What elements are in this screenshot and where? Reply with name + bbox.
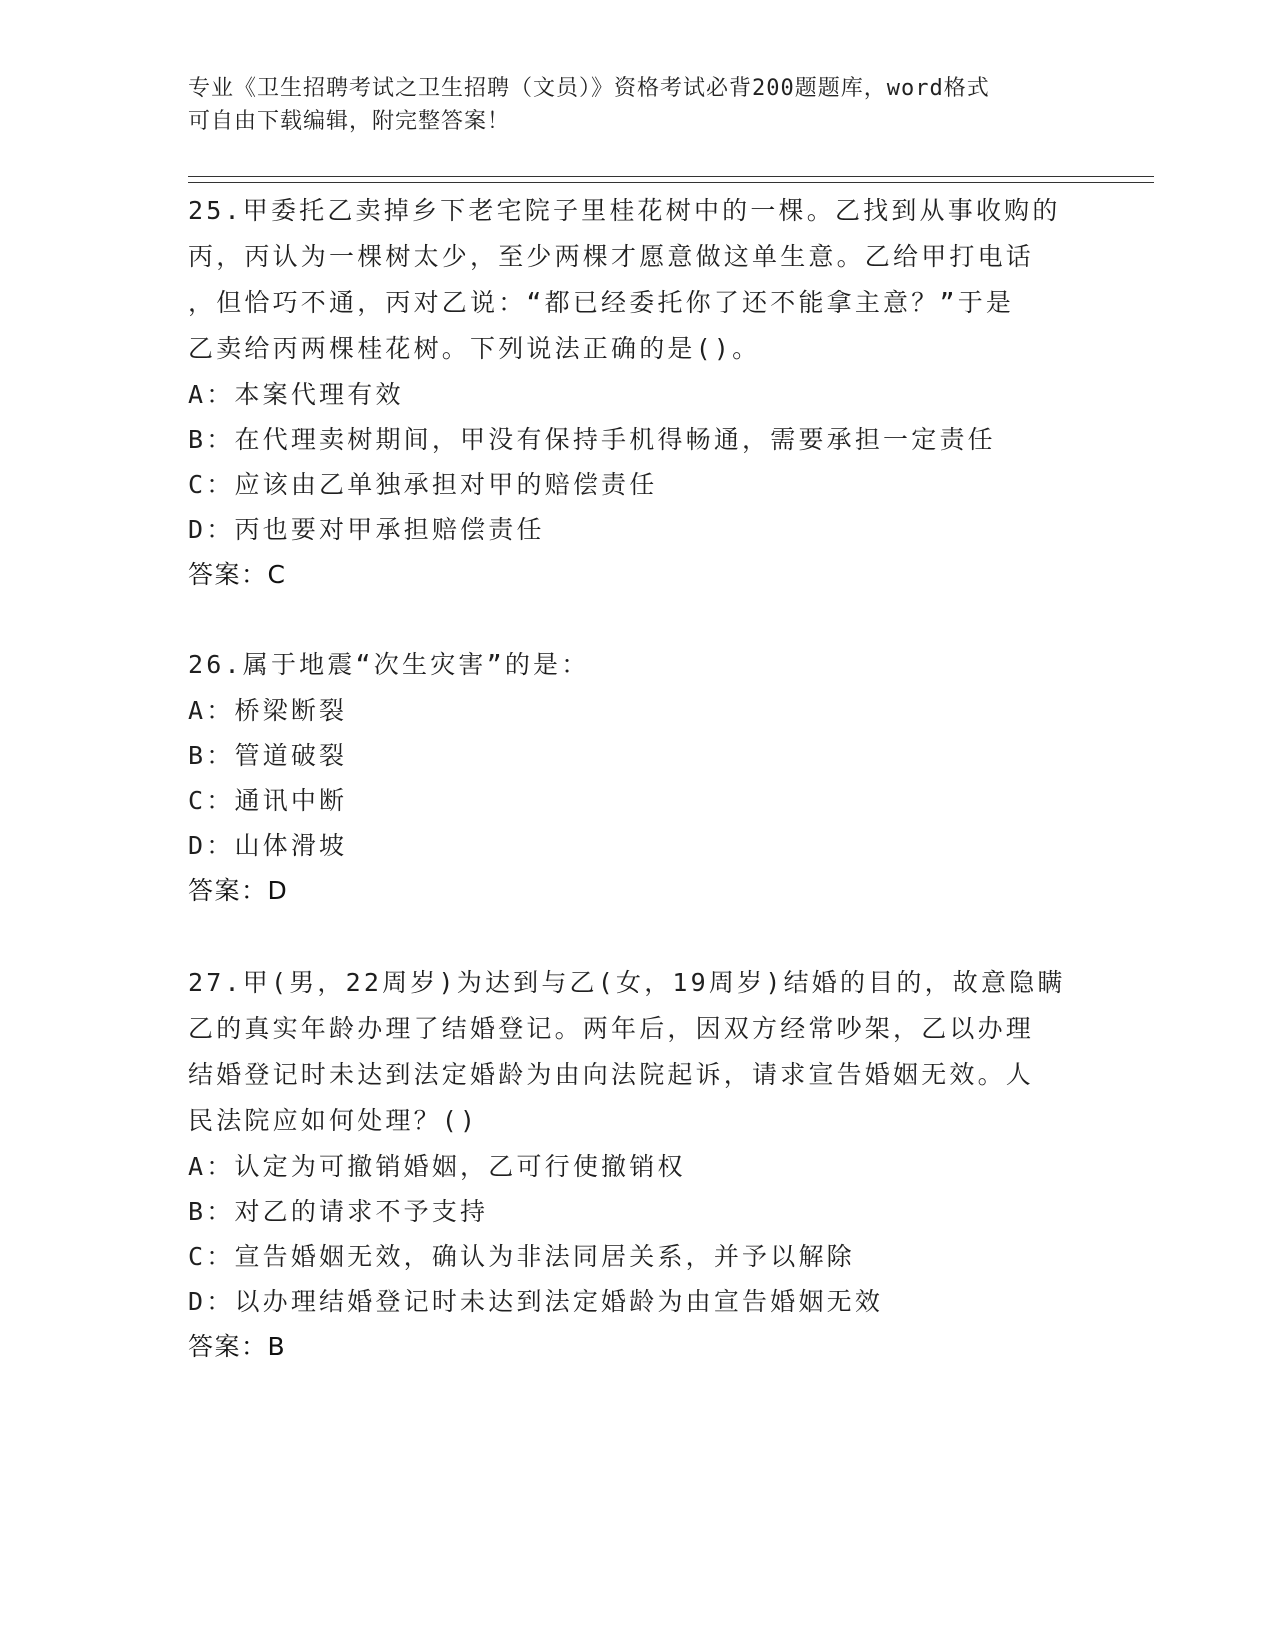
option-a: A：本案代理有效 bbox=[188, 380, 404, 409]
question-26 bbox=[188, 642, 1088, 914]
question-stem-line: 26.属于地震“次生灾害”的是： bbox=[188, 650, 590, 679]
question-27 bbox=[188, 960, 1088, 1370]
option-b: B：对乙的请求不予支持 bbox=[188, 1197, 489, 1226]
option-c: C：应该由乙单独承担对甲的赔偿责任 bbox=[188, 470, 658, 499]
option-c: C：通讯中断 bbox=[188, 786, 348, 815]
option-a: A：认定为可撤销婚姻，乙可行使撤销权 bbox=[188, 1152, 686, 1181]
option-b: B：管道破裂 bbox=[188, 741, 348, 770]
question-stem-line: ，但恰巧不通，丙对乙说：“都已经委托你了还不能拿主意？”于是 bbox=[188, 288, 1015, 317]
option-d: D：山体滑坡 bbox=[188, 831, 348, 860]
question-stem-line: 乙卖给丙两棵桂花树。下列说法正确的是()。 bbox=[188, 334, 761, 363]
header-line-1: 专业《卫生招聘考试之卫生招聘（文员）》资格考试必背200题题库，word格式 bbox=[188, 76, 990, 101]
document-header bbox=[188, 72, 1088, 138]
answer-line: 答案：D bbox=[188, 876, 289, 905]
question-stem-line: 丙，丙认为一棵树太少，至少两棵才愿意做这单生意。乙给甲打电话 bbox=[188, 242, 1035, 271]
header-line-2: 可自由下载编辑，附完整答案！ bbox=[188, 109, 511, 134]
question-stem-line: 乙的真实年龄办理了结婚登记。两年后，因双方经常吵架，乙以办理 bbox=[188, 1014, 1035, 1043]
answer-line: 答案：C bbox=[188, 560, 287, 589]
option-b: B：在代理卖树期间，甲没有保持手机得畅通，需要承担一定责任 bbox=[188, 425, 996, 454]
question-stem-line: 25.甲委托乙卖掉乡下老宅院子里桂花树中的一棵。乙找到从事收购的 bbox=[188, 196, 1061, 225]
option-d: D：以办理结婚登记时未达到法定婚龄为由宣告婚姻无效 bbox=[188, 1287, 884, 1316]
header-divider-top bbox=[188, 176, 1154, 177]
answer-line: 答案：B bbox=[188, 1332, 287, 1361]
question-stem-line: 27.甲(男，22周岁)为达到与乙(女，19周岁)结婚的目的，故意隐瞒 bbox=[188, 968, 1066, 997]
option-a: A：桥梁断裂 bbox=[188, 696, 348, 725]
question-stem-line: 民法院应如何处理？() bbox=[188, 1106, 479, 1135]
option-c: C：宣告婚姻无效，确认为非法同居关系，并予以解除 bbox=[188, 1242, 855, 1271]
header-divider-bottom bbox=[188, 182, 1154, 183]
question-stem-line: 结婚登记时未达到法定婚龄为由向法院起诉，请求宣告婚姻无效。人 bbox=[188, 1060, 1035, 1089]
question-25 bbox=[188, 188, 1088, 598]
option-d: D：丙也要对甲承担赔偿责任 bbox=[188, 515, 545, 544]
